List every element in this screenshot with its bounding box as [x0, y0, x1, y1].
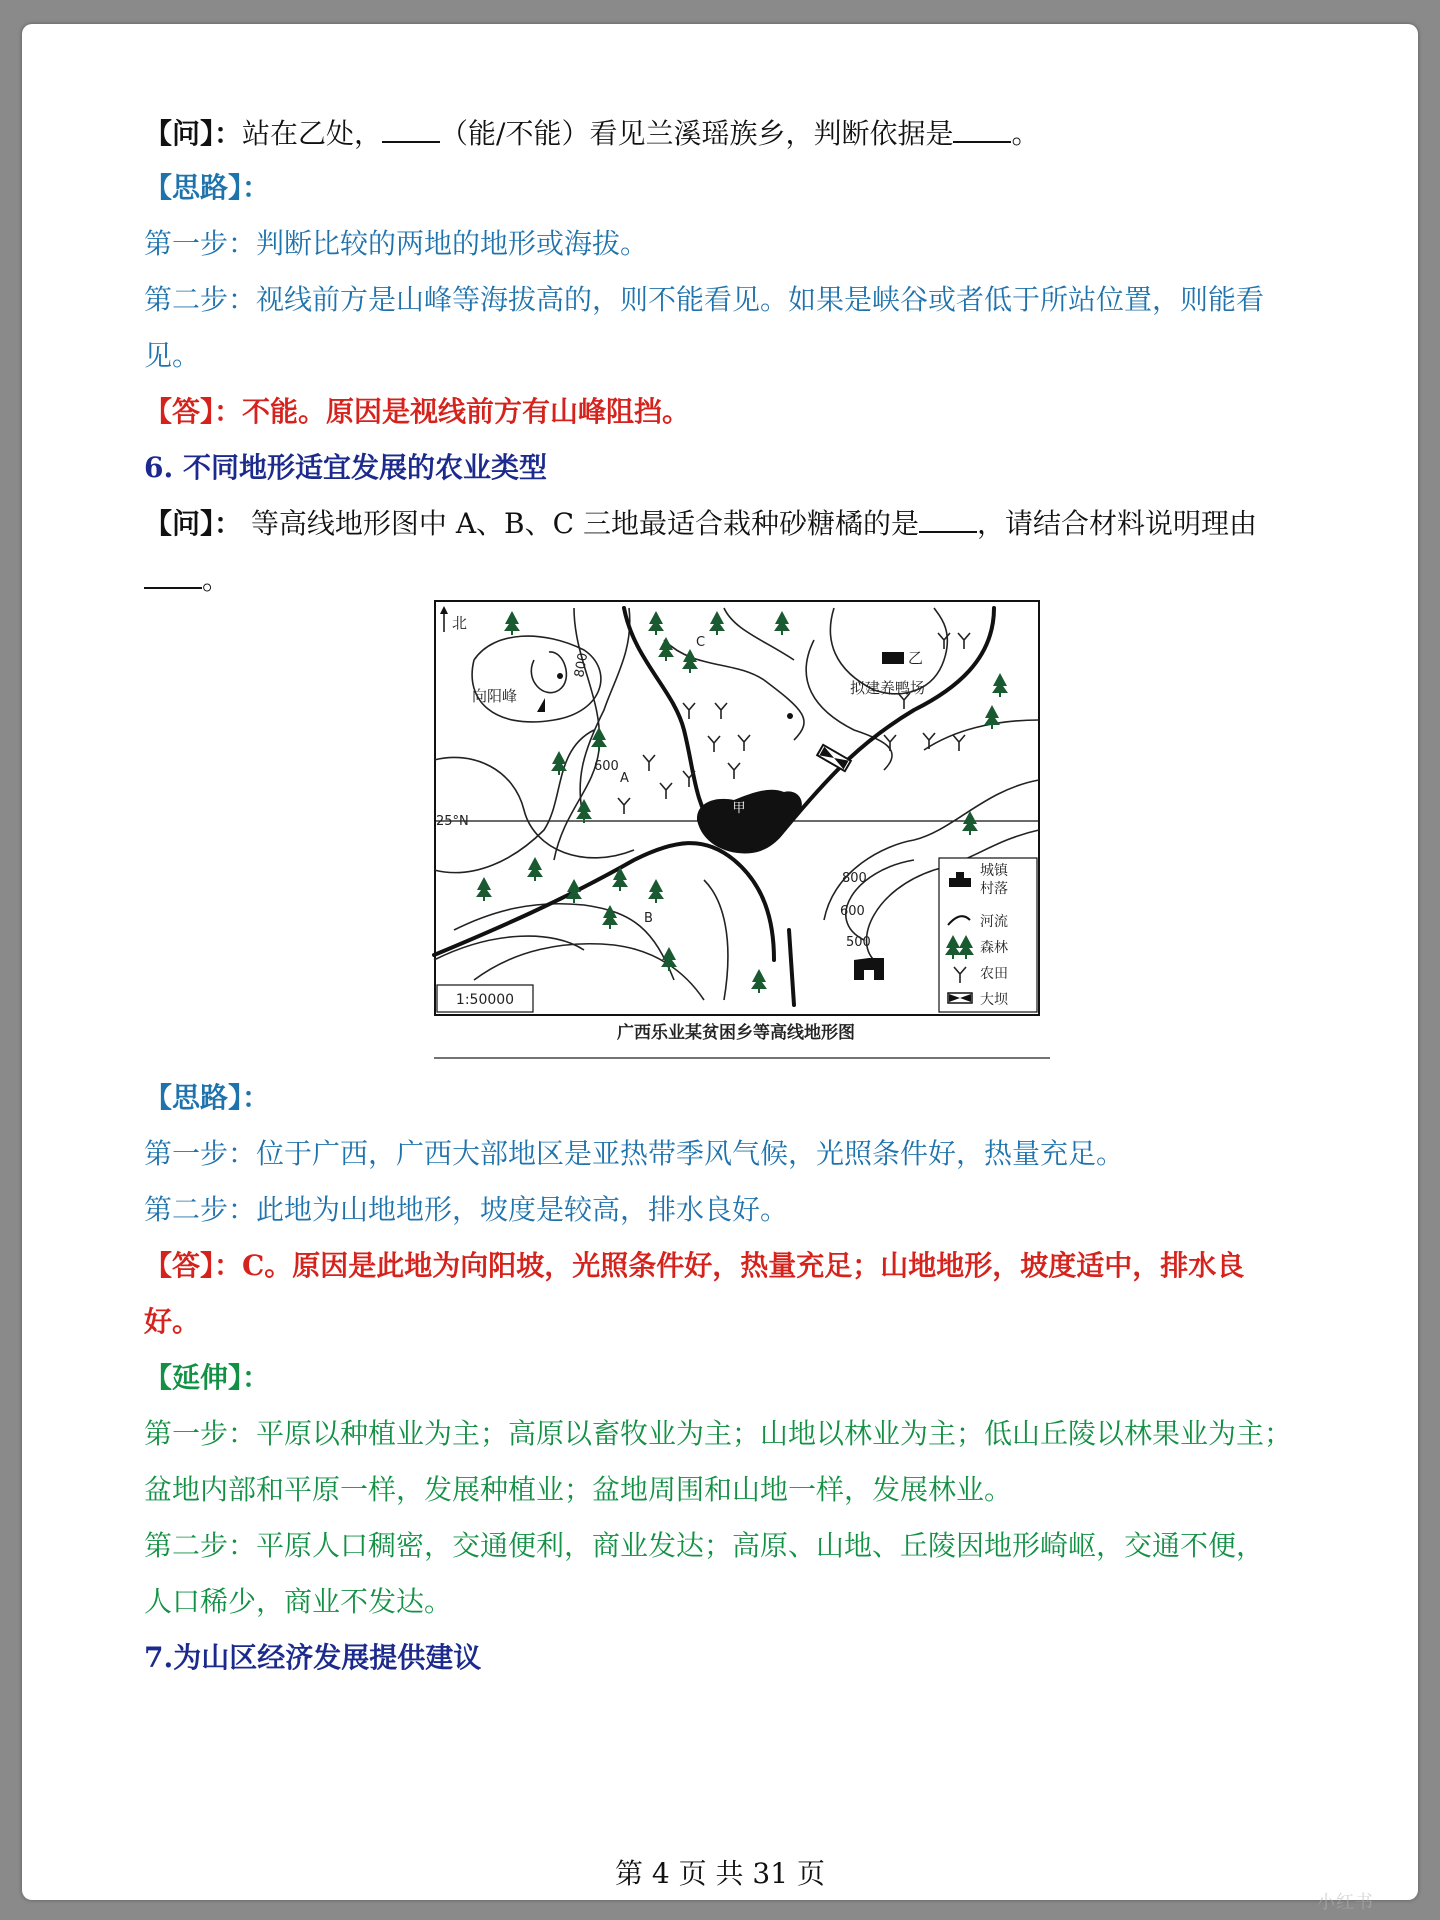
legend-forest: 森林	[980, 940, 1008, 956]
answer-label: 【答】：	[144, 1249, 243, 1282]
answer-blank	[144, 561, 202, 589]
village-icon	[882, 652, 904, 664]
scale-label: 1:50000	[455, 992, 515, 1008]
watermark: 小红书	[1317, 1892, 1374, 1913]
extend-step-1-cont: 盆地内部和平原一样，发展种植业；盆地周围和山地一样，发展林业。	[144, 1473, 1013, 1506]
ask-text: 。	[202, 563, 231, 596]
q5-question	[144, 114, 1334, 154]
document-page	[22, 24, 1418, 1913]
q6-answer-cont: 好。	[144, 1305, 201, 1338]
extend-step-1: 第一步：平原以种植业为主；高原以畜牧业为主；山地以林业为主；低山丘陵以林果业为主；	[144, 1417, 1293, 1450]
latitude-label: 25°N	[436, 814, 469, 829]
north-label: 北	[452, 614, 468, 632]
label-yi: 乙	[908, 649, 924, 667]
answer-text: 不能。原因是视线前方有山峰阻挡。	[242, 395, 691, 428]
legend-village: 村落	[980, 881, 1008, 897]
map-legend	[939, 858, 1037, 1012]
ask-text: 等高线地形图中 A、B、C 三地最适合栽种砂糖橘的是	[242, 507, 919, 540]
label-jia: 甲	[732, 801, 746, 816]
map-caption: 广西乐业某贫困乡等高线地形图	[617, 1023, 855, 1043]
label-c: C	[696, 635, 706, 650]
answer-label: 【答】：	[144, 395, 243, 428]
answer-blank	[919, 505, 977, 533]
q6-question	[144, 504, 1334, 544]
think-label: 【思路】：	[144, 1081, 271, 1114]
think-step-1: 第一步：位于广西，广西大部地区是亚热带季风气候，光照条件好，热量充足。	[144, 1137, 1125, 1170]
ask-text: （能/不能）看见兰溪瑶族乡，判断依据是	[440, 117, 954, 150]
contour-map-figure	[434, 600, 1054, 1060]
q6-answer	[144, 1246, 1334, 1286]
ask-text: 站在乙处，	[242, 117, 383, 150]
ask-text: ，请结合材料说明理由	[976, 507, 1257, 540]
contour-label: 500	[846, 935, 871, 950]
q6-question-cont	[144, 560, 1334, 600]
ask-text: 。	[1011, 117, 1040, 150]
answer-text: C。原因是此地为向阳坡，光照条件好，热量充足；山地地形，坡度适中，排水良	[242, 1249, 1245, 1282]
contour-label: 600	[840, 904, 865, 919]
contour-map	[434, 600, 1054, 1060]
page-footer: 第 4 页 共 31 页	[615, 1857, 825, 1890]
answer-blank	[953, 115, 1011, 143]
contour-label: 800	[842, 871, 867, 886]
think-step-2: 第二步：视线前方是山峰等海拔高的，则不能看见。如果是峡谷或者低于所站位置，则能看	[144, 283, 1265, 316]
legend-farmland: 农田	[980, 966, 1008, 982]
think-step-2-cont: 见。	[144, 339, 201, 372]
section-7-title: 7.为山区经济发展提供建议	[144, 1641, 482, 1674]
legend-dam: 大坝	[980, 992, 1008, 1008]
duck-farm-label: 拟建养鸭场	[850, 679, 926, 697]
extend-step-2-cont: 人口稀少，商业不发达。	[144, 1585, 453, 1618]
location-point	[787, 713, 793, 719]
ask-label: 【问】：	[144, 507, 243, 540]
peak-label: 向阳峰	[472, 687, 518, 705]
answer-blank	[382, 115, 440, 143]
legend-town: 城镇	[980, 863, 1008, 879]
contour-label: 800	[572, 651, 592, 679]
think-step-2: 第二步：此地为山地地形，坡度是较高，排水良好。	[144, 1193, 789, 1226]
ask-label: 【问】：	[144, 117, 243, 150]
contour-label: 600	[594, 759, 619, 774]
q5-answer	[144, 392, 1334, 432]
extend-step-2: 第二步：平原人口稠密，交通便利，商业发达；高原、山地、丘陵因地形崎岖，交通不便，	[144, 1529, 1265, 1562]
dam-icon	[948, 993, 972, 1003]
think-step-1: 第一步：判断比较的两地的地形或海拔。	[144, 227, 649, 260]
peak-point	[557, 673, 563, 679]
legend-river: 河流	[980, 914, 1008, 930]
label-b: B	[644, 911, 653, 926]
label-a: A	[620, 771, 629, 786]
extend-label: 【延伸】：	[144, 1361, 271, 1394]
section-6-title: 6. 不同地形适宜发展的农业类型	[144, 451, 547, 484]
think-label: 【思路】：	[144, 171, 271, 204]
